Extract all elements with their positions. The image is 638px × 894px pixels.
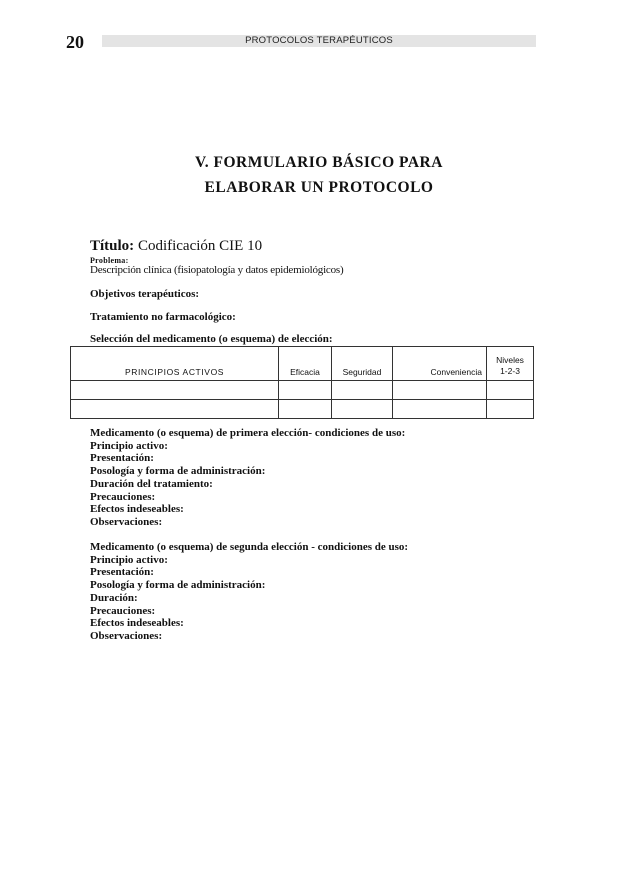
objetivos-label: Objetivos terapéuticos:	[90, 288, 200, 300]
table-row	[71, 381, 534, 400]
running-title: PROTOCOLOS TERAPÉUTICOS	[245, 35, 393, 46]
segunda-item-principio: Principio activo:	[90, 553, 168, 566]
primera-item-precauciones: Precauciones:	[90, 490, 156, 503]
header-niveles-line-1: Niveles	[496, 355, 524, 365]
section-title	[0, 150, 638, 200]
descripcion-text: Descripción clínica (fisiopatología y datos epidemiológicos)	[90, 264, 344, 276]
segunda-item-precauciones: Precauciones:	[90, 604, 156, 617]
page-number: 20	[66, 32, 84, 52]
primera-item-efectos: Efectos indeseables:	[90, 503, 184, 516]
table-header-row	[71, 347, 534, 381]
segunda-eleccion-heading: Medicamento (o esquema) de segunda elección - condiciones de uso:	[90, 541, 409, 553]
table-cell[interactable]	[487, 381, 534, 400]
primera-item-principio: Principio activo:	[90, 439, 168, 452]
header-eficacia: Eficacia	[279, 347, 332, 381]
seleccion-label: Selección del medicamento (o esquema) de elección:	[90, 333, 333, 345]
segunda-item-presentacion: Presentación:	[90, 566, 154, 579]
primera-item-duracion: Duración del tratamiento:	[90, 477, 213, 490]
segunda-item-duracion: Duración:	[90, 591, 138, 604]
primera-item-posologia: Posología y forma de administración:	[90, 465, 266, 478]
problema-label: Problema:	[90, 256, 129, 265]
header-conveniencia: Conveniencia	[393, 347, 487, 381]
header-seguridad: Seguridad	[332, 347, 393, 381]
table-cell[interactable]	[279, 400, 332, 419]
header-niveles-line-2: 1-2-3	[500, 366, 520, 376]
table-cell[interactable]	[71, 400, 279, 419]
segunda-item-observaciones: Observaciones:	[90, 629, 163, 642]
titulo-label: Título:	[90, 238, 135, 254]
table-cell[interactable]	[393, 381, 487, 400]
table-cell[interactable]	[393, 400, 487, 419]
table-cell[interactable]	[279, 381, 332, 400]
section-title-line-2: ELABORAR UN PROTOCOLO	[204, 179, 434, 196]
tratamiento-label: Tratamiento no farmacológico:	[90, 311, 236, 323]
selection-table	[70, 346, 534, 419]
segunda-item-posologia: Posología y forma de administración:	[90, 579, 266, 592]
primera-item-observaciones: Observaciones:	[90, 515, 163, 528]
table-cell[interactable]	[332, 381, 393, 400]
segunda-eleccion-section	[90, 541, 408, 643]
titulo-value: Codificación CIE 10	[137, 238, 263, 254]
table-row	[71, 400, 534, 419]
section-title-line-1: V. FORMULARIO BÁSICO PARA	[195, 154, 443, 171]
header-principios: PRINCIPIOS ACTIVOS	[71, 347, 279, 381]
running-header	[102, 35, 536, 47]
segunda-item-efectos: Efectos indeseables:	[90, 617, 184, 630]
table-cell[interactable]	[71, 381, 279, 400]
table-cell[interactable]	[332, 400, 393, 419]
header-niveles	[487, 347, 534, 381]
titulo-field	[90, 238, 262, 255]
primera-item-presentacion: Presentación:	[90, 452, 154, 465]
primera-eleccion-section	[90, 427, 405, 529]
primera-eleccion-heading: Medicamento (o esquema) de primera elección- condiciones de uso:	[90, 427, 406, 439]
table-cell[interactable]	[487, 400, 534, 419]
